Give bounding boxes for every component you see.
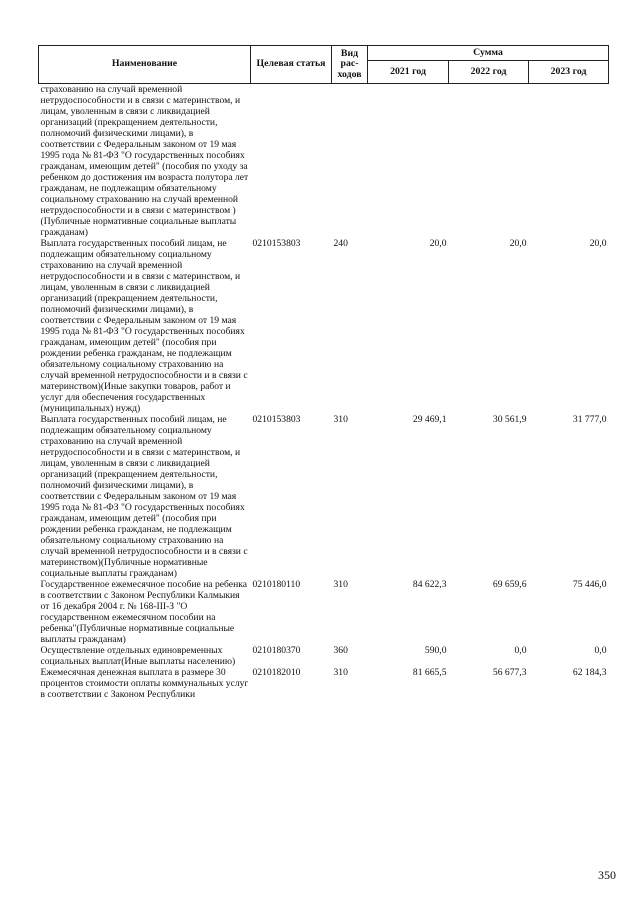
row-expense-type: 360 [333,645,348,656]
budget-table [38,45,609,700]
row-sum-2023 [529,84,609,239]
table-row [39,579,609,645]
row-name: страхованию на случай временной нетрудоспособности и в связи с материнством, и лицам, уволенным в связи с ликвидацией организаций (прекращением деятельности, полномочий физическими лицами), в соответствии с Федеральным законом от 19 мая 1995 года № 81-ФЗ "О государственных пособиях гражданам, имеющим детей" (пособия по уходу за ребенком до достижения им возраста полутора лет гражданам, не подлежащим обязательному социальному страхованию на случай временной нетрудоспособности и в связи с материнством )(Публичные нормативные социальные выплаты гражданам) [40,84,249,238]
row-sum-2023: 20,0 [589,238,607,249]
row-sum-2022: 20,0 [509,238,527,249]
row-sum-2022: 56 677,3 [492,667,527,678]
column-header-2023: 2023 год [529,61,609,84]
column-header-expense-type: Вид рас-ходов [332,46,368,84]
row-sum-2023: 62 184,3 [572,667,607,678]
row-target-article [251,84,332,239]
row-target-article: 0210180110 [252,579,301,590]
row-target-article: 0210153803 [252,414,301,425]
row-sum-2021 [368,84,449,239]
table-row [39,667,609,700]
row-sum-2021: 29 469,1 [412,414,447,425]
table-row [39,645,609,667]
row-name: Выплата государственных пособий лицам, не подлежащим обязательному социальному страхованию на случай временной нетрудоспособности и в связи с материнством, и лицам, уволенным в связи с ликвидацией организаций (прекращением деятельности, полномочий физическими лицами), в соответствии с Федеральным законом от 19 мая 1995 года № 81-ФЗ "О государственных пособиях гражданам, имеющим детей" (пособия при рождении ребенка гражданам, не подлежащим обязательному социальному страхованию на случай временной нетрудоспособности и в связи с материнством)(Публичные нормативные социальные выплаты гражданам) [40,414,248,579]
row-expense-type: 310 [333,667,348,678]
table-row [39,414,609,579]
row-name: Осуществление отдельных единовременных социальных выплат(Иные выплаты населению) [40,645,236,667]
table-row [39,84,609,239]
row-name: Ежемесячная денежная выплата в размере 30 процентов стоимости оплаты коммунальных услуг в соответствии с Законом Республики [40,667,249,700]
column-header-target-article: Целевая статья [251,46,332,84]
row-sum-2021: 20,0 [429,238,447,249]
row-sum-2023: 0,0 [594,645,607,656]
row-target-article: 0210153803 [252,238,301,249]
row-sum-2022: 0,0 [514,645,527,656]
row-sum-2023: 31 777,0 [572,414,607,425]
page-number: 350 [598,868,616,882]
row-target-article: 0210182010 [252,667,301,678]
column-header-2021: 2021 год [368,61,449,84]
column-header-sum: Сумма [368,46,609,61]
row-name: Выплата государственных пособий лицам, не подлежащим обязательному социальному страхованию на случай временной нетрудоспособности и в связи с материнством, и лицам, уволенным в связи с ликвидацией организаций (прекращением деятельности, полномочий физическими лицами), в соответствии с Федеральным законом от 19 мая 1995 года № 81-ФЗ "О государственных пособиях гражданам, имеющим детей" (пособия при рождении ребенка гражданам, не подлежащим обязательному социальному страхованию на случай временной нетрудоспособности и в связи с материнством)(Иные закупки товаров, работ и услуг для обеспечения государственных (муниципальных) нужд) [40,238,248,414]
row-expense-type: 310 [333,579,348,590]
header-row-top [39,46,609,61]
row-target-article: 0210180370 [252,645,301,656]
row-sum-2022 [449,84,529,239]
row-expense-type [332,84,368,239]
table-row [39,238,609,414]
row-sum-2021: 81 665,5 [412,667,447,678]
row-sum-2021: 84 622,3 [412,579,447,590]
row-sum-2022: 69 659,6 [492,579,527,590]
column-header-2022: 2022 год [449,61,529,84]
row-expense-type: 240 [333,238,348,249]
row-name: Государственное ежемесячное пособие на ребенка в соответствии с Законом Республики Калмыкия от 16 декабря 2004 г. № 168-III-З "О государственном ежемесячном пособии на ребенка"(Публичные нормативные социальные выплаты гражданам) [40,579,247,645]
row-expense-type: 310 [333,414,348,425]
row-sum-2023: 75 446,0 [572,579,607,590]
row-sum-2022: 30 561,9 [492,414,527,425]
column-header-name: Наименование [39,46,251,84]
row-sum-2021: 590,0 [424,645,447,656]
